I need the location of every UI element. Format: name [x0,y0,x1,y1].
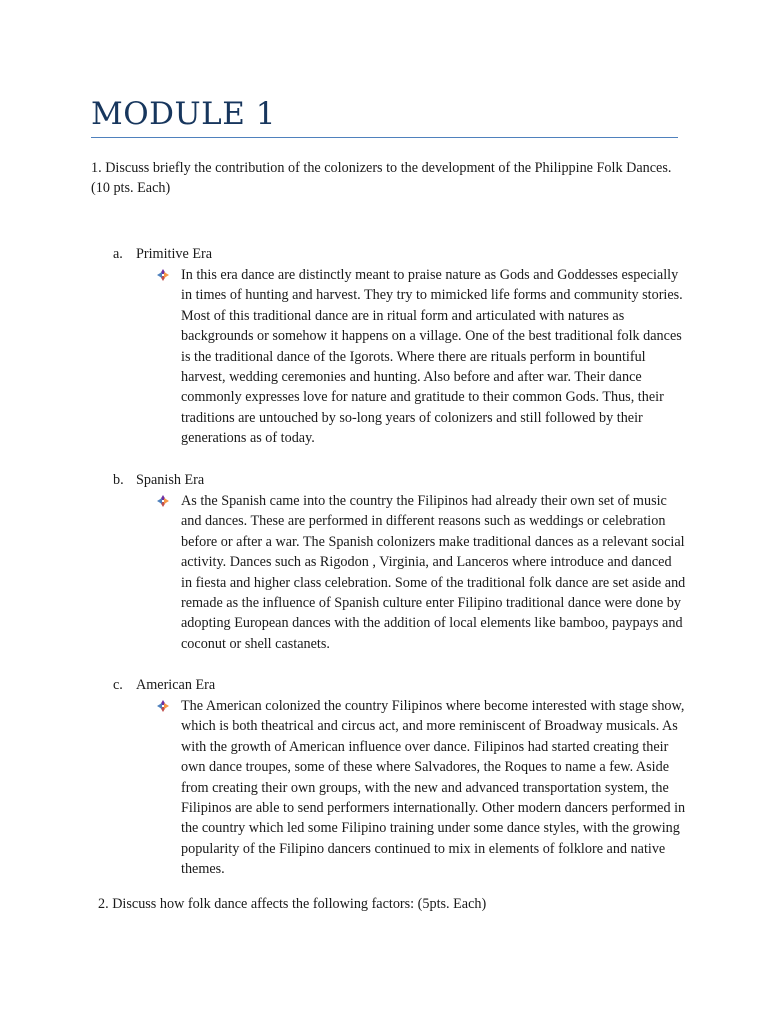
era-heading-american [113,675,215,695]
arrow-bullet-icon [156,494,170,508]
era-label: American Era [136,677,216,693]
era-letter: c. [113,677,123,693]
arrow-bullet-icon [156,268,170,282]
era-text-primitive: In this era dance are distinctly meant to praise nature as Gods and Goddesses especially in times of hunting and harvest. They try to mimicked life forms and community stories. Most of this traditional dance are in ritual form and articulated with natures as backgrounds or somehow it happens on a village. One of the best traditional folk dances is the traditional dance of the Igorots. Where there are rituals perform in bountiful harvest, wedding ceremonies and hunting. Also before and after war. Their dance commonly expresses love for nature and gratitude to their common Gods. Thus, their traditions are untouched by so-long years of colonizers and still followed by their generations as of today. [181,267,683,447]
question-1: 1. Discuss briefly the contribution of the colonizers to the development of the Philippine Folk Dances. (10 pts. Each) [91,160,672,197]
question-2: 2. Discuss how folk dance affects the following factors: (5pts. Each) [98,896,487,912]
era-text-spanish: As the Spanish came into the country the Filipinos had already their own set of music and dances. These are performed in different reasons such as weddings or celebration before or after a war. The Spanish colonizers make traditional dances as a relevant social activity. Dances such as Rigodon , Virginia, and Lanceros where introduce and danced in fiesta and higher class celebration. Some of the traditional folk dance are set aside and remade as the influence of Spanish culture enter Filipino traditional dance were done by adopting European dances with the addition of local elements like bamboo, paypays and coconut or shell castanets. [181,493,686,652]
era-letter: b. [113,472,124,488]
era-letter: a. [113,246,123,262]
era-heading-primitive [113,244,212,264]
era-heading-spanish [113,470,204,490]
arrow-bullet-icon [156,699,170,713]
era-label: Primitive Era [136,246,213,262]
title-underline [91,137,678,138]
page-title: MODULE 1 [91,96,276,132]
era-text-american: The American colonized the country Filipinos where become interested with stage show, which is both theatrical and circus act, and more reminiscent of Broadway musicals. As with the growth of American influence over dance. Filipinos had started creating their own dance troupes, some of these where Salvadores, the Roques to name a few. Aside from creating their own groups, with the new and advanced transportation system, the Filipinos are able to send performers internationally. Other modern dancers performed in the country which led some Filipino training under some dance styles, with the growing popularity of the Filipino dancers continued to mix in elements of folklore and native themes. [181,698,686,878]
era-label: Spanish Era [136,472,205,488]
